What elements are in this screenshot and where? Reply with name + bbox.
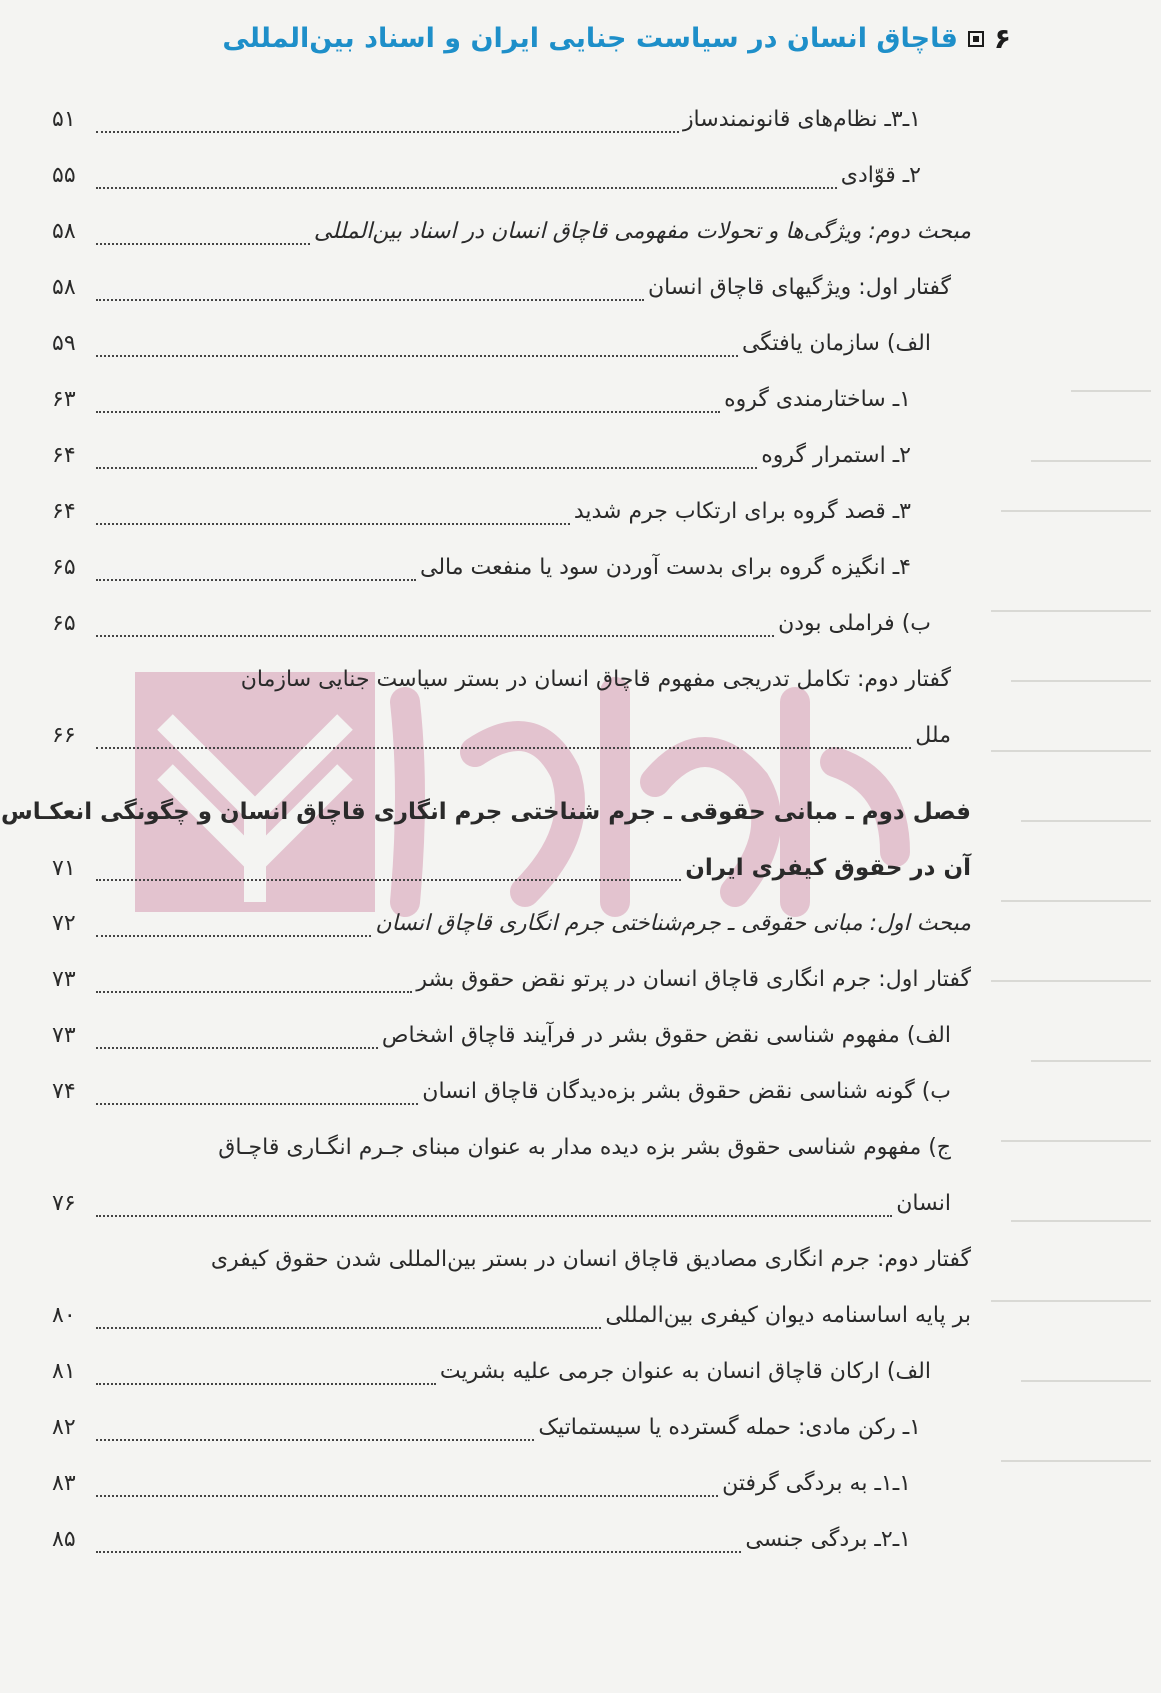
toc-entry: الف) ارکان قاچاق انسان به عنوان جرمی علیه بشریت ۸۱ (52, 1344, 971, 1400)
toc-page-number: ۶۵ (52, 555, 76, 580)
leader-dots (96, 879, 681, 881)
leader-dots (96, 579, 416, 581)
toc-entry: ۱ـ۲ـ بردگی جنسی ۸۵ (52, 1512, 971, 1568)
show-through-shadow (981, 360, 1161, 1510)
table-of-contents (0, 92, 971, 1568)
toc-entry: ب) فراملی بودن ۶۵ (52, 596, 971, 652)
leader-dots (96, 411, 720, 413)
leader-dots (96, 1103, 418, 1105)
toc-page-number: ۶۵ (52, 611, 76, 636)
leader-dots (96, 991, 412, 993)
toc-entry: ۱ـ۱ـ به بردگی گرفتن ۸۳ (52, 1456, 971, 1512)
toc-page-number: ۵۸ (52, 219, 76, 244)
toc-entry: بر پایه اساسنامه دیوان کیفری بین‌المللی ۸۰ (52, 1288, 971, 1344)
leader-dots (96, 187, 837, 189)
toc-page-number: ۶۴ (52, 443, 76, 468)
toc-entry: ۱ـ۳ـ نظام‌های قانونمندساز ۵۱ (52, 92, 971, 148)
page-number: ۶ (993, 22, 1011, 55)
toc-page-number: ۸۲ (52, 1415, 76, 1440)
toc-page-number: ۶۶ (52, 723, 76, 748)
toc-entry: گفتار اول: جرم انگاری قاچاق انسان در پرتو نقض حقوق بشر ۷۳ (52, 952, 971, 1008)
toc-chapter-heading-continued: آن در حقوق کیفری ایران ۷۱ (52, 840, 971, 896)
leader-dots (96, 523, 570, 525)
toc-page-number: ۷۳ (52, 967, 76, 992)
toc-page-number: ۷۳ (52, 1023, 76, 1048)
toc-page-number: ۸۱ (52, 1359, 76, 1384)
leader-dots (96, 935, 371, 937)
leader-dots (96, 1439, 534, 1441)
toc-page-number: ۷۴ (52, 1079, 76, 1104)
leader-dots (96, 467, 757, 469)
toc-page-number: ۵۵ (52, 163, 76, 188)
toc-entry: گفتار اول: ویژگیهای قاچاق انسان ۵۸ (52, 260, 971, 316)
toc-entry: مبحث دوم: ویژگی‌ها و تحولات مفهومی قاچاق انسان در اسناد بین‌المللی ۵۸ (52, 204, 971, 260)
toc-entry: ۱ـ رکن مادی: حمله گسترده یا سیستماتیک ۸۲ (52, 1400, 971, 1456)
toc-page-number: ۸۳ (52, 1471, 76, 1496)
toc-entry: ملل ۶۶ (52, 708, 971, 764)
toc-entry-continued: گفتار دوم: تکامل تدریجی مفهوم قاچاق انسان در بستر سیاست جنایی سازمان (240, 667, 951, 692)
square-bullet-icon (968, 31, 984, 47)
toc-page-number: ۶۳ (52, 387, 76, 412)
toc-entry: ۱ـ ساختارمندی گروه ۶۳ (52, 372, 971, 428)
toc-entry: ۴ـ انگیزه گروه برای بدست آوردن سود یا منفعت مالی ۶۵ (52, 540, 971, 596)
leader-dots (96, 1551, 741, 1553)
leader-dots (96, 131, 679, 133)
toc-chapter-heading: فصل دوم ـ مبانی حقوقی ـ جرم شناختی جرم انگاری قاچاق انسان و چگونگی انعکـاس (0, 799, 971, 825)
running-header (222, 22, 1011, 55)
toc-entry-continued: ج) مفهوم شناسی حقوق بشر بزه دیده مدار به عنوان مبنای جـرم انگـاری قاچـاق (218, 1135, 951, 1160)
toc-entry: مبحث اول: مبانی حقوقی ـ جرم‌شناختی جرم انگاری قاچاق انسان ۷۲ (52, 896, 971, 952)
toc-page-number: ۷۲ (52, 911, 76, 936)
toc-entry-continued: گفتار دوم: جرم انگاری مصادیق قاچاق انسان در بستر بین‌المللی شدن حقوق کیفری (210, 1247, 971, 1272)
toc-page-number: ۵۹ (52, 331, 76, 356)
toc-page-number: ۵۱ (52, 107, 76, 132)
leader-dots (96, 1383, 436, 1385)
toc-entry: الف) مفهوم شناسی نقض حقوق بشر در فرآیند قاچاق اشخاص ۷۳ (52, 1008, 971, 1064)
toc-entry: الف) سازمان یافتگی ۵۹ (52, 316, 971, 372)
leader-dots (96, 1327, 601, 1329)
toc-page-number: ۵۸ (52, 275, 76, 300)
toc-page-number: ۸۰ (52, 1303, 76, 1328)
leader-dots (96, 299, 644, 301)
toc-entry: انسان ۷۶ (52, 1176, 971, 1232)
toc-page-number: ۶۴ (52, 499, 76, 524)
leader-dots (96, 243, 310, 245)
leader-dots (96, 635, 774, 637)
leader-dots (96, 1215, 892, 1217)
toc-page-number: ۸۵ (52, 1527, 76, 1552)
toc-page-number: ۷۱ (52, 856, 76, 881)
toc-entry: ۲ـ قوّادی ۵۵ (52, 148, 971, 204)
toc-entry: ب) گونه شناسی نقض حقوق بشر بزه‌دیدگان قاچاق انسان ۷۴ (52, 1064, 971, 1120)
leader-dots (96, 1047, 378, 1049)
leader-dots (96, 355, 738, 357)
book-title: قاچاق انسان در سیاست جنایی ایران و اسناد بین‌المللی (222, 23, 958, 54)
leader-dots (96, 1495, 718, 1497)
toc-page-number: ۷۶ (52, 1191, 76, 1216)
toc-entry: ۲ـ استمرار گروه ۶۴ (52, 428, 971, 484)
leader-dots (96, 747, 911, 749)
toc-entry: ۳ـ قصد گروه برای ارتکاب جرم شدید ۶۴ (52, 484, 971, 540)
